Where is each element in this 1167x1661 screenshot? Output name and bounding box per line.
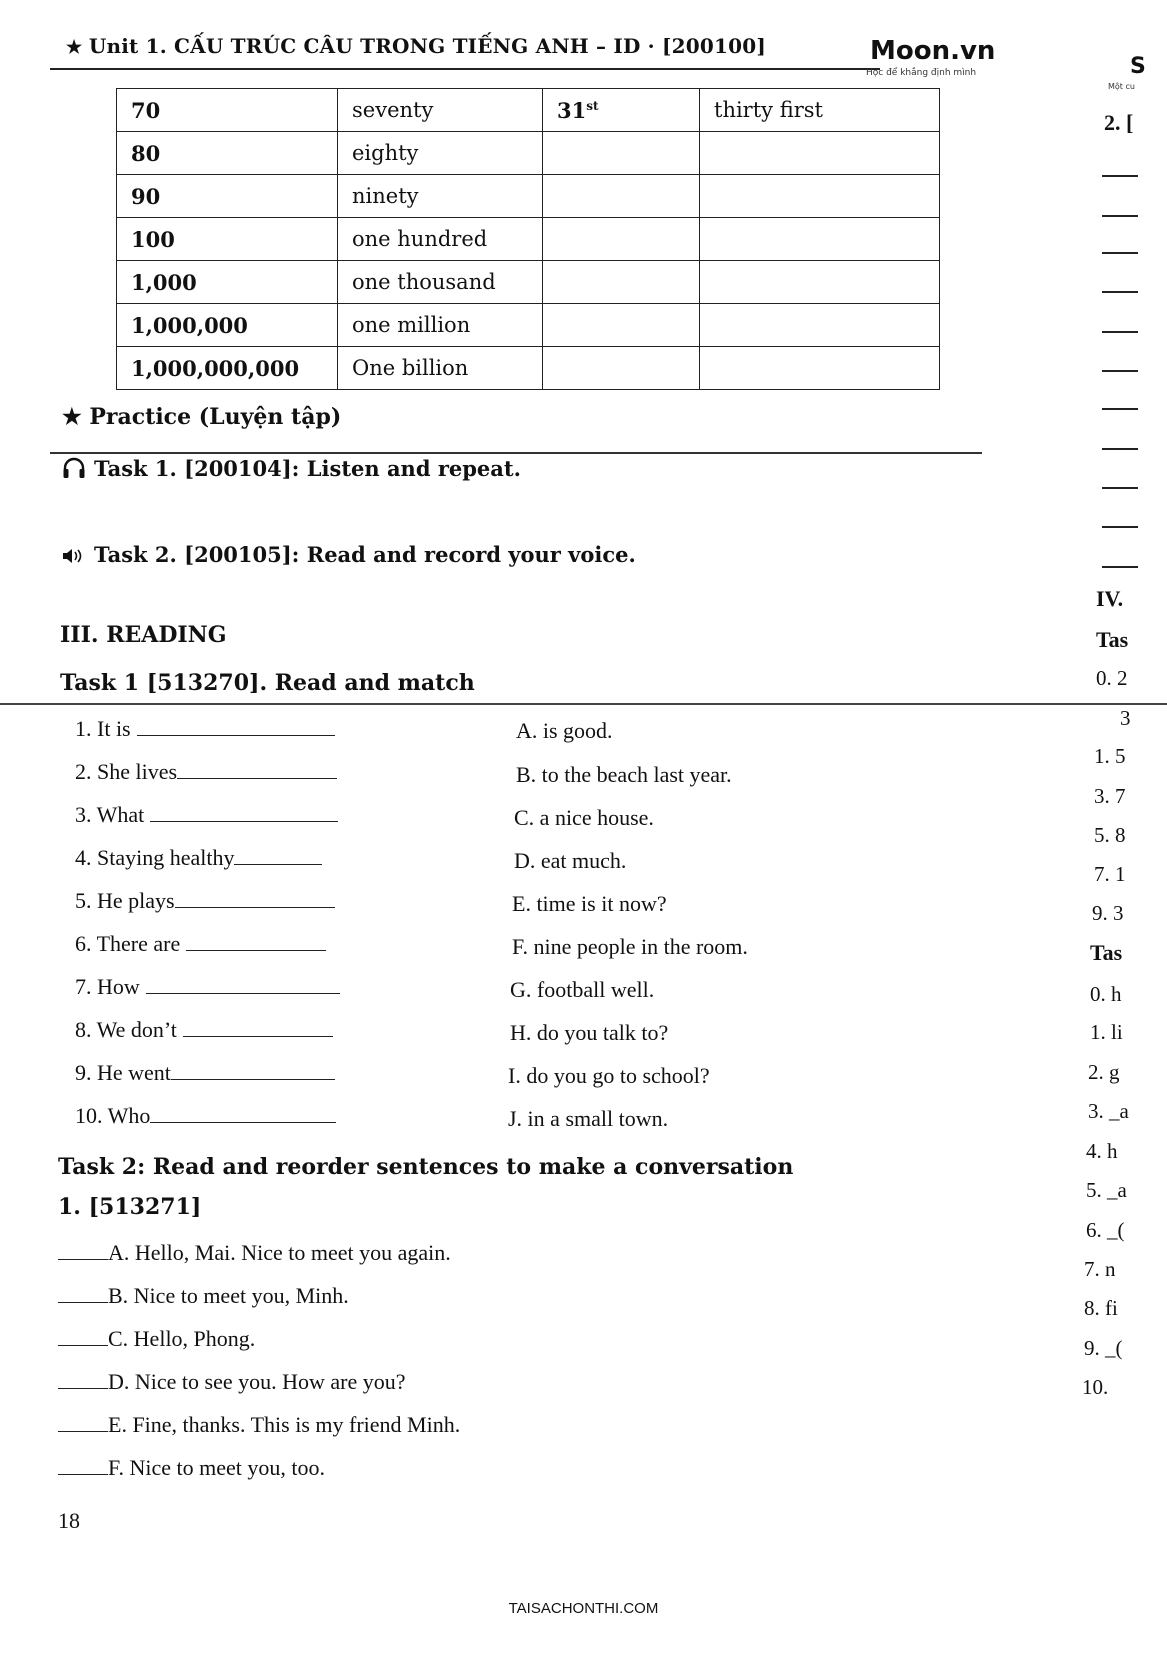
- number-cell: 100: [117, 218, 338, 261]
- right-col-item: 5. _a: [1086, 1178, 1127, 1202]
- table-row: [117, 261, 940, 304]
- conversation-line-c: C. Hello, Phong.: [58, 1326, 255, 1352]
- practice-task-1: Task 1. [200104]: Listen and repeat.: [62, 456, 521, 481]
- ordinal-cell: [543, 347, 700, 390]
- right-col-dash: [1102, 215, 1138, 217]
- ordinal-word-cell: thirty first: [700, 89, 940, 132]
- answer-blank[interactable]: [175, 889, 335, 908]
- right-col-dash: [1102, 175, 1138, 177]
- table-row: [117, 175, 940, 218]
- right-col-dash: [1102, 408, 1138, 410]
- match-option-h: H. do you talk to?: [510, 1020, 669, 1045]
- ordinal-cell: [543, 132, 700, 175]
- match-stem-2: 2. She lives: [75, 759, 337, 785]
- match-option-a: A. is good.: [516, 718, 613, 743]
- answer-blank[interactable]: [150, 1104, 336, 1123]
- reading-task-2-title: Task 2: Read and reorder sentences to make a conversation: [58, 1154, 794, 1180]
- ordinal-word-cell: [700, 261, 940, 304]
- side-page-letter: S: [1130, 54, 1146, 79]
- right-col-dash: [1102, 448, 1138, 450]
- word-cell: One billion: [338, 347, 543, 390]
- header-title: ★ Unit 1. CẤU TRÚC CÂU TRONG TIẾNG ANH – ID · [200100]: [66, 34, 767, 58]
- right-col-dash: [1102, 331, 1138, 333]
- star-icon: ★: [66, 37, 89, 58]
- conversation-line-f: F. Nice to meet you, too.: [58, 1455, 325, 1481]
- ordinal-cell: [543, 175, 700, 218]
- page-number: 18: [58, 1508, 80, 1533]
- match-stem-10: 10. Who: [75, 1103, 336, 1129]
- right-col-item: 1. li: [1090, 1020, 1123, 1044]
- order-blank[interactable]: [58, 1370, 108, 1389]
- footer-watermark: TAISACHONTHI.COM: [508, 1600, 659, 1617]
- match-option-e: E. time is it now?: [512, 891, 667, 916]
- word-cell: seventy: [338, 89, 543, 132]
- right-col-item: 0. h: [1090, 982, 1122, 1006]
- match-option-c: C. a nice house.: [514, 805, 654, 830]
- right-col-item: 9. _(: [1084, 1336, 1123, 1360]
- ordinal-word-cell: [700, 132, 940, 175]
- right-col-item: 0. 2: [1096, 666, 1128, 690]
- match-option-j: J. in a small town.: [508, 1106, 669, 1131]
- practice-divider: [50, 452, 982, 454]
- match-stem-3: 3. What: [75, 802, 338, 828]
- ordinal-word-cell: [700, 218, 940, 261]
- word-cell: one thousand: [338, 261, 543, 304]
- match-stem-1: 1. It is: [75, 716, 335, 742]
- ordinal-word-cell: [700, 175, 940, 218]
- answer-blank[interactable]: [177, 760, 337, 779]
- conversation-line-e: E. Fine, thanks. This is my friend Minh.: [58, 1412, 460, 1438]
- ordinal-word-cell: [700, 347, 940, 390]
- conversation-line-b: B. Nice to meet you, Minh.: [58, 1283, 349, 1309]
- right-col-item: 8. fi: [1084, 1296, 1118, 1320]
- number-cell: 90: [117, 175, 338, 218]
- number-cell: 70: [117, 89, 338, 132]
- right-col-dash: [1102, 252, 1138, 254]
- right-col-label: 2. [: [1104, 110, 1134, 135]
- right-col-item: 1. 5: [1094, 744, 1126, 768]
- right-col-item: 7. n: [1084, 1257, 1116, 1281]
- match-stem-5: 5. He plays: [75, 888, 335, 914]
- right-col-task-1: Tas: [1096, 627, 1129, 652]
- order-blank[interactable]: [58, 1284, 108, 1303]
- numbers-table: [116, 88, 940, 390]
- headphones-icon[interactable]: [62, 457, 86, 479]
- reading-task-1-title: Task 1 [513270]. Read and match: [60, 670, 475, 696]
- order-blank[interactable]: [58, 1413, 108, 1432]
- right-col-dash: [1102, 291, 1138, 293]
- right-col-dash: [1102, 370, 1138, 372]
- answer-blank[interactable]: [183, 1018, 333, 1037]
- header-divider: [50, 68, 880, 70]
- word-cell: eighty: [338, 132, 543, 175]
- order-blank[interactable]: [58, 1241, 108, 1260]
- word-cell: one hundred: [338, 218, 543, 261]
- speaker-icon[interactable]: [62, 547, 86, 565]
- answer-blank[interactable]: [150, 803, 338, 822]
- brand-tagline: Học để khẳng định mình: [866, 68, 977, 78]
- table-row: [117, 89, 940, 132]
- conversation-id: 1. [513271]: [58, 1194, 202, 1220]
- word-cell: one million: [338, 304, 543, 347]
- brand-logo: Moon.vn: [870, 36, 996, 66]
- ordinal-word-cell: [700, 304, 940, 347]
- practice-heading: ★ Practice (Luyện tập): [62, 404, 342, 430]
- right-col-dash: [1102, 526, 1138, 528]
- conversation-line-a: A. Hello, Mai. Nice to meet you again.: [58, 1240, 451, 1266]
- table-row: [117, 132, 940, 175]
- match-stem-6: 6. There are: [75, 931, 326, 957]
- ordinal-cell: [543, 304, 700, 347]
- right-col-section: IV.: [1096, 586, 1124, 611]
- number-cell: 80: [117, 132, 338, 175]
- match-stem-9: 9. He went: [75, 1060, 335, 1086]
- reading-heading: III. READING: [60, 622, 227, 648]
- right-col-task-2: Tas: [1090, 940, 1123, 965]
- order-blank[interactable]: [58, 1327, 108, 1346]
- right-col-item: 9. 3: [1092, 901, 1124, 925]
- table-row: [117, 304, 940, 347]
- answer-blank[interactable]: [186, 932, 326, 951]
- right-col-item: 6. _(: [1086, 1218, 1125, 1242]
- right-col-item: 4. h: [1086, 1139, 1118, 1163]
- right-col-dash: [1102, 566, 1138, 568]
- answer-blank[interactable]: [234, 846, 322, 865]
- conversation-line-d: D. Nice to see you. How are you?: [58, 1369, 406, 1395]
- table-row: [117, 347, 940, 390]
- page-divider: [0, 703, 1167, 705]
- ordinal-cell: [543, 261, 700, 304]
- answer-blank[interactable]: [137, 717, 335, 736]
- right-col-item: 3. 7: [1094, 784, 1126, 808]
- word-cell: ninety: [338, 175, 543, 218]
- match-option-d: D. eat much.: [514, 848, 627, 873]
- number-cell: 1,000,000,000: [117, 347, 338, 390]
- right-col-item: 7. 1: [1094, 862, 1126, 886]
- right-col-item: 10.: [1082, 1375, 1109, 1399]
- match-stem-4: 4. Staying healthy: [75, 845, 322, 871]
- right-col-item: 2. g: [1088, 1060, 1120, 1084]
- number-cell: 1,000: [117, 261, 338, 304]
- match-option-g: G. football well.: [510, 977, 655, 1002]
- match-option-f: F. nine people in the room.: [512, 934, 748, 959]
- ordinal-cell: 31st: [543, 89, 700, 132]
- table-row: [117, 218, 940, 261]
- practice-task-2: Task 2. [200105]: Read and record your voice.: [62, 542, 636, 567]
- match-option-b: B. to the beach last year.: [516, 762, 732, 787]
- right-col-item: 3. _a: [1088, 1099, 1129, 1123]
- answer-blank[interactable]: [171, 1061, 335, 1080]
- match-stem-7: 7. How: [75, 974, 340, 1000]
- answer-blank[interactable]: [146, 975, 340, 994]
- match-option-i: I. do you go to school?: [508, 1063, 710, 1088]
- number-cell: 1,000,000: [117, 304, 338, 347]
- ordinal-cell: [543, 218, 700, 261]
- right-col-dash: [1102, 487, 1138, 489]
- side-page-tagline: Một cu: [1108, 82, 1135, 91]
- right-col-item: 5. 8: [1094, 823, 1126, 847]
- right-col-item: 3: [1120, 706, 1131, 730]
- order-blank[interactable]: [58, 1456, 108, 1475]
- match-stem-8: 8. We don’t: [75, 1017, 333, 1043]
